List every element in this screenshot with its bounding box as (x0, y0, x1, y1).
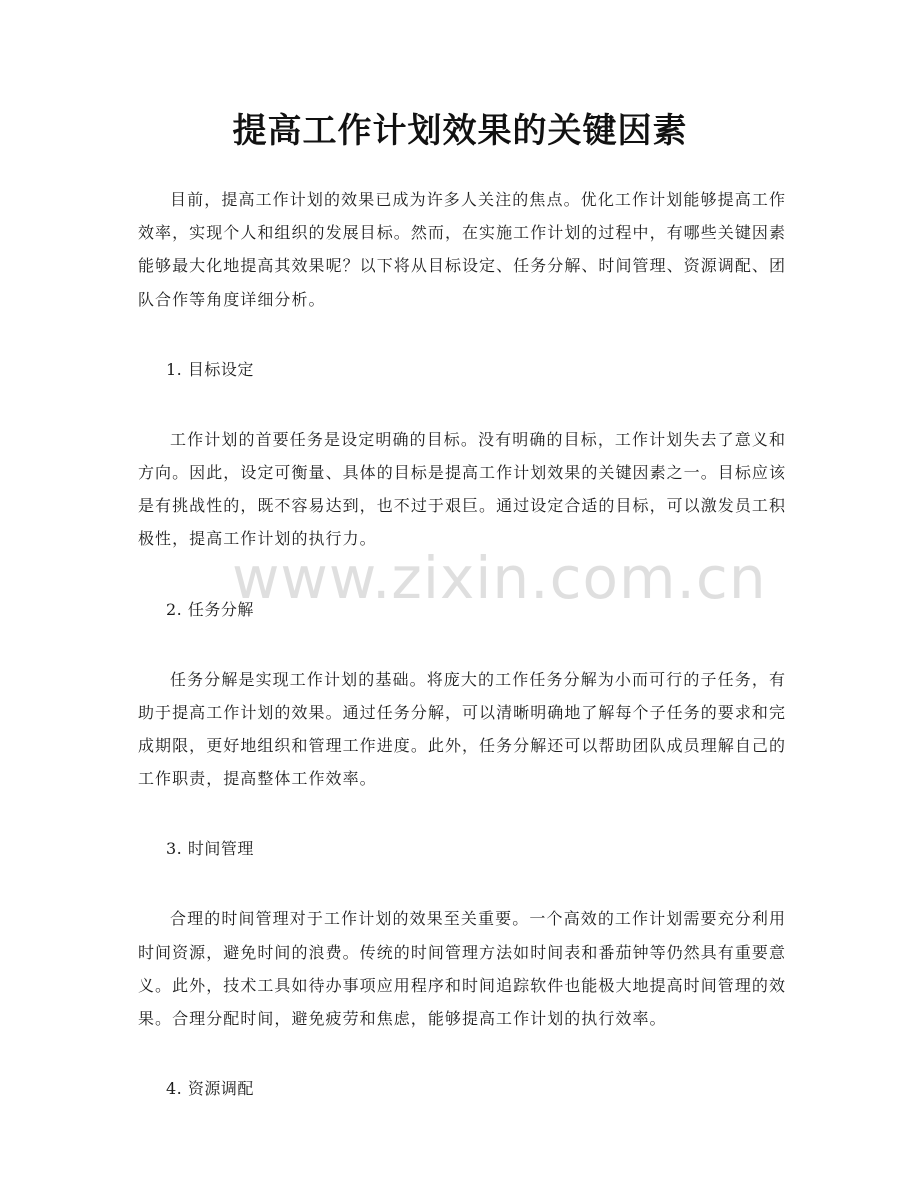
time-management-paragraph: 合理的时间管理对于工作计划的效果至关重要。一个高效的工作计划需要充分利用时间资源，避免时间的浪费。传统的时间管理方法如时间表和番茄钟等仍然具有重要意义。此外，技术工具如待办事项应用程序和时间追踪软件也能极大地提高时间管理的效果。合理分配时间，避免疲劳和焦虑，能够提高工作计划的执行效率。 (138, 909, 786, 1029)
section-heading-time-management: 3. 时间管理 (166, 839, 254, 859)
document-body (138, 183, 786, 1142)
section-heading-goal-setting: 1. 目标设定 (166, 359, 254, 379)
goal-setting-paragraph: 工作计划的首要任务是设定明确的目标。没有明确的目标，工作计划失去了意义和方向。因此，设定可衡量、具体的目标是提高工作计划效果的关键因素之一。目标应该是有挑战性的，既不容易达到，也不过于艰巨。通过设定合适的目标，可以激发员工积极性，提高工作计划的执行力。 (138, 429, 786, 549)
section-heading-task-breakdown: 2. 任务分解 (166, 599, 254, 619)
intro-paragraph: 目前，提高工作计划的效果已成为许多人关注的焦点。优化工作计划能够提高工作效率，实现个人和组织的发展目标。然而，在实施工作计划的过程中，有哪些关键因素能够最大化地提高其效果呢？以下将从目标设定、任务分解、时间管理、资源调配、团队合作等角度详细分析。 (138, 190, 786, 309)
watermark: www.zixin.com.cn (232, 544, 767, 612)
section-heading-resource-allocation: 4. 资源调配 (166, 1079, 254, 1099)
task-breakdown-paragraph: 任务分解是实现工作计划的基础。将庞大的工作任务分解为小而可行的子任务，有助于提高工作计划的效果。通过任务分解，可以清晰明确地了解每个子任务的要求和完成期限，更好地组织和管理工作进度。此外，任务分解还可以帮助团队成员理解自己的工作职责，提高整体工作效率。 (138, 669, 786, 789)
document-title: 提高工作计划效果的关键因素 (232, 111, 688, 151)
